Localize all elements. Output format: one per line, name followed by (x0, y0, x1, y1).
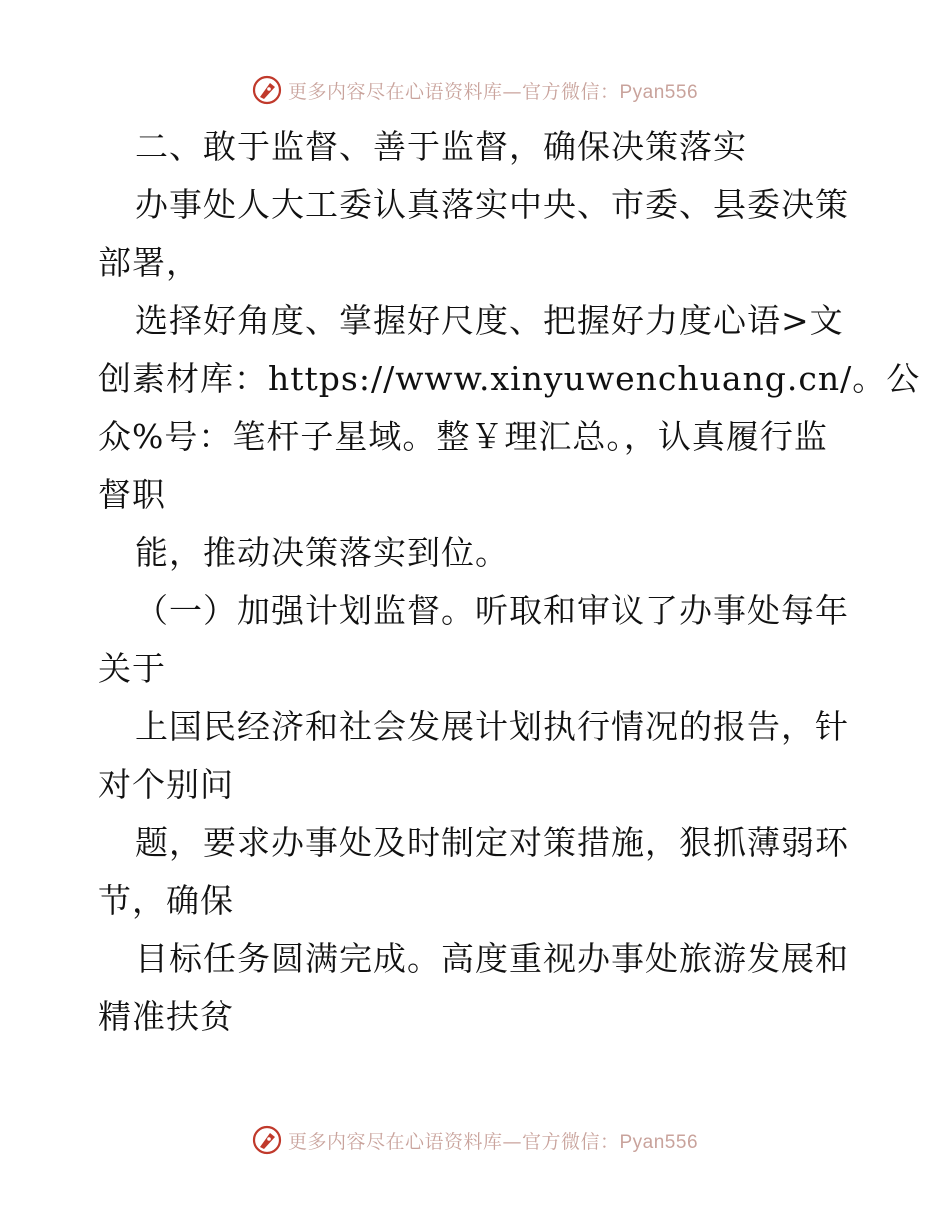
paragraph-line: 目标任务圆满完成。高度重视办事处旅游发展和 (135, 939, 849, 978)
watermark-text: 更多内容尽在心语资料库—官方微信：Pyan556 (287, 80, 699, 103)
pen-nib-logo-icon (252, 1125, 282, 1155)
watermark-contact: Pyan556 (619, 81, 699, 103)
paragraph-line: 选择好角度、掌握好尺度、把握好力度心语>文 (135, 301, 844, 340)
section-heading: 二、敢于监督、善于监督，确保决策落实 (135, 127, 747, 166)
paragraph-line: 众%号：笔杆子星域。整￥理汇总。，认真履行监 (98, 417, 828, 456)
paragraph-line: （一）加强计划监督。听取和审议了办事处每年 (135, 591, 849, 630)
watermark-text: 更多内容尽在心语资料库—官方微信：Pyan556 (287, 1130, 699, 1153)
paragraph-line: 精准扶贫 (98, 997, 234, 1036)
paragraph-line: 督职 (98, 475, 166, 514)
paragraph-line: 关于 (98, 649, 166, 688)
paragraph-line: 部署， (98, 243, 200, 282)
paragraph-line: 能，推动决策落实到位。 (135, 533, 509, 572)
paragraph-line: 创素材库：https://www.xinyuwenchuang.cn/。公 (98, 359, 921, 398)
paragraph-line: 节，确保 (98, 881, 234, 920)
paragraph-line: 上国民经济和社会发展计划执行情况的报告，针 (135, 707, 849, 746)
watermark-banner-top (0, 70, 950, 110)
paragraph-line: 对个别问 (98, 765, 234, 804)
document-body (98, 118, 921, 1046)
watermark-contact: Pyan556 (619, 1131, 699, 1153)
watermark-banner-bottom (0, 1120, 950, 1160)
paragraph-line: 办事处人大工委认真落实中央、市委、县委决策 (135, 185, 849, 224)
paragraph-line: 题，要求办事处及时制定对策措施，狠抓薄弱环 (135, 823, 849, 862)
pen-nib-logo-icon (252, 75, 282, 105)
